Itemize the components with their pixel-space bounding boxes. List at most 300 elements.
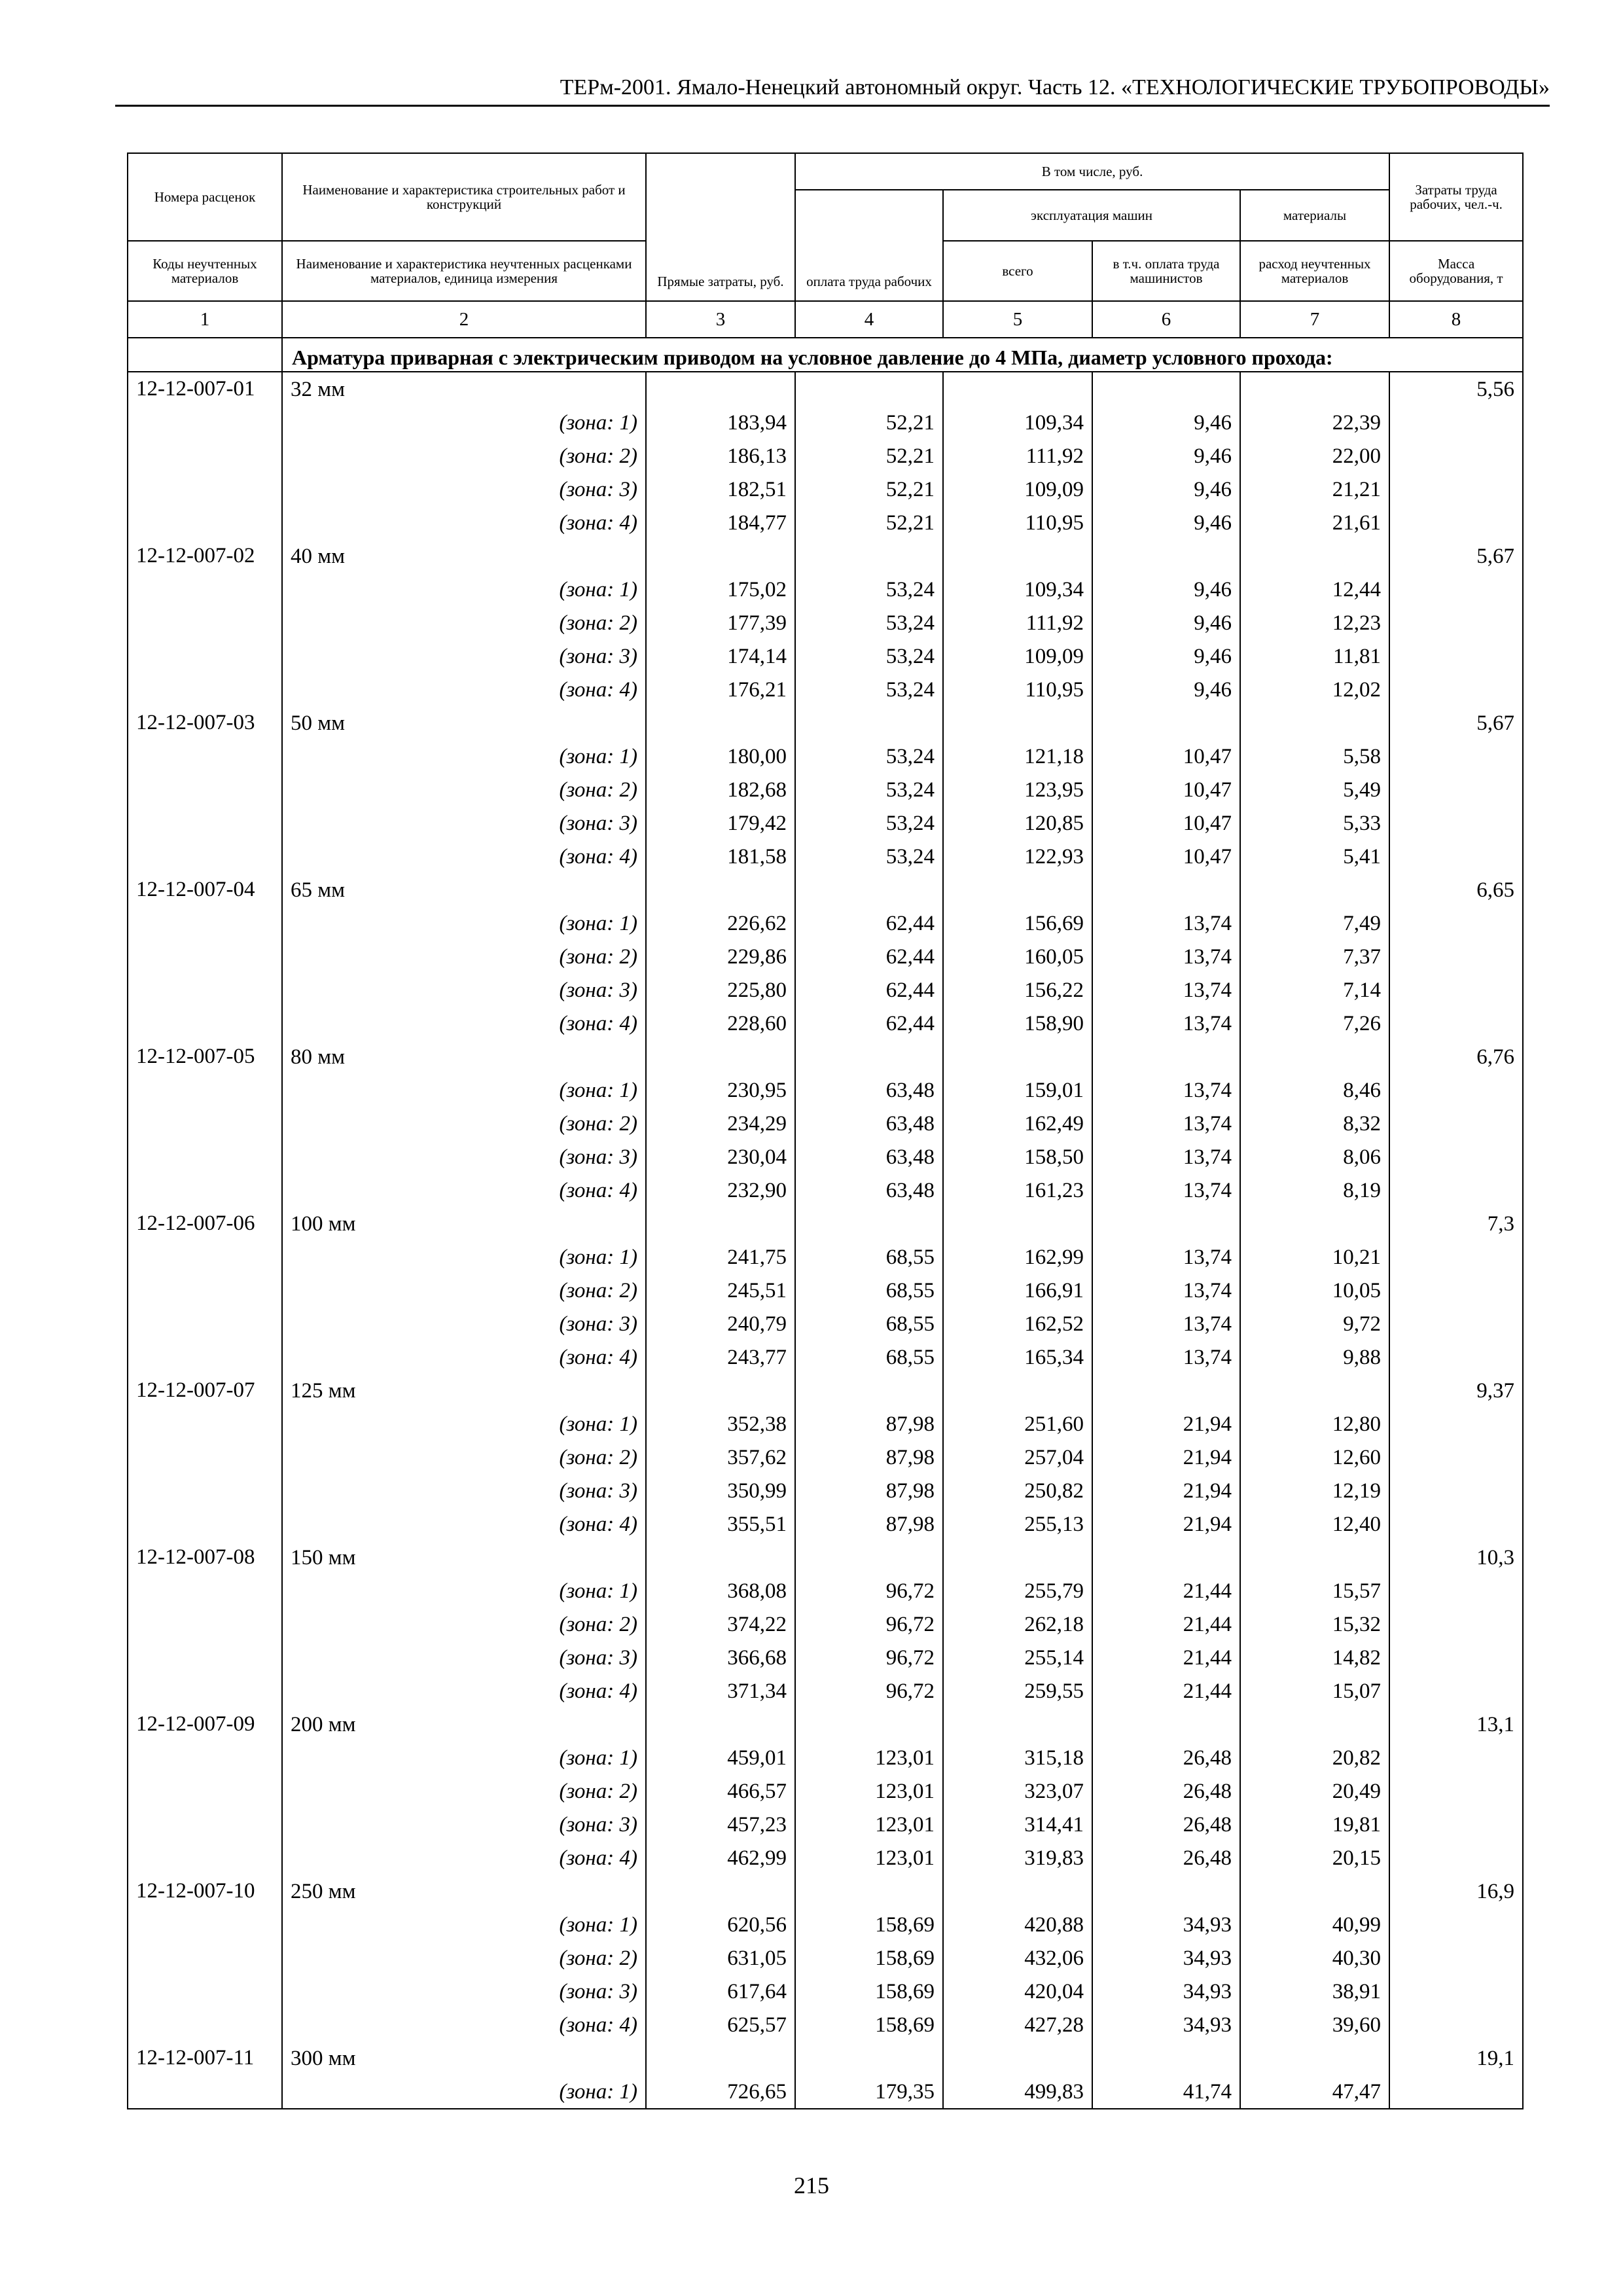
- cell-worker-pay: 53,24: [795, 639, 943, 673]
- empty-cell: [128, 840, 282, 873]
- cell-worker-pay: 52,21: [795, 506, 943, 539]
- cell-machinist-pay: 21,44: [1092, 1674, 1240, 1708]
- cell-machinist-pay: 13,74: [1092, 1240, 1240, 1274]
- cell-worker-pay: 158,69: [795, 1975, 943, 2008]
- zone-row: [128, 1140, 1523, 1174]
- cell-machines-total: 110,95: [943, 506, 1092, 539]
- column-number: 6: [1092, 301, 1240, 338]
- cell-machinist-pay: 13,74: [1092, 1307, 1240, 1340]
- cell-worker-pay: 68,55: [795, 1307, 943, 1340]
- section-title: Арматура приварная с электрическим приводом на условное давление до 4 МПа, диаметр условного прохода:: [282, 338, 1523, 372]
- zone-row: [128, 1607, 1523, 1641]
- cell-labor-costs: [1389, 1007, 1523, 1040]
- cell-machinist-pay: [1092, 1541, 1240, 1574]
- cell-machines-total: 122,93: [943, 840, 1092, 873]
- cell-material-usage: 12,02: [1240, 673, 1389, 706]
- rate-code: 12-12-007-01: [128, 372, 282, 406]
- cell-machines-total: 156,22: [943, 973, 1092, 1007]
- cell-direct-costs: [646, 1874, 795, 1908]
- cell-direct-costs: 183,94: [646, 406, 795, 439]
- cell-machinist-pay: 34,93: [1092, 1908, 1240, 1941]
- cell-worker-pay: 53,24: [795, 806, 943, 840]
- empty-cell: [128, 1274, 282, 1307]
- zone-label: (зона: 1): [282, 1741, 646, 1774]
- cell-direct-costs: 229,86: [646, 940, 795, 973]
- cell-machinist-pay: 26,48: [1092, 1841, 1240, 1874]
- cell-worker-pay: 63,48: [795, 1140, 943, 1174]
- cell-labor-costs: [1389, 1908, 1523, 1941]
- cell-material-usage: 15,07: [1240, 1674, 1389, 1708]
- empty-cell: [128, 1474, 282, 1507]
- rate-code: 12-12-007-10: [128, 1874, 282, 1908]
- cell-direct-costs: 366,68: [646, 1641, 795, 1674]
- cell-machinist-pay: [1092, 1207, 1240, 1240]
- cell-labor-costs: [1389, 1407, 1523, 1441]
- cell-material-usage: 8,06: [1240, 1140, 1389, 1174]
- cell-labor-costs: 5,67: [1389, 706, 1523, 740]
- cell-machinist-pay: 9,46: [1092, 506, 1240, 539]
- zone-label: (зона: 3): [282, 639, 646, 673]
- cell-labor-costs: [1389, 1274, 1523, 1307]
- cell-material-usage: [1240, 1374, 1389, 1407]
- cell-worker-pay: 62,44: [795, 940, 943, 973]
- cell-machines-total: 162,99: [943, 1240, 1092, 1274]
- cell-material-usage: 7,37: [1240, 940, 1389, 973]
- cell-machines-total: [943, 1708, 1092, 1741]
- cell-machinist-pay: 13,74: [1092, 1274, 1240, 1307]
- zone-label: (зона: 4): [282, 506, 646, 539]
- zone-row: [128, 1240, 1523, 1274]
- cell-labor-costs: [1389, 1841, 1523, 1874]
- zone-label: (зона: 1): [282, 2075, 646, 2109]
- head-material-names: Наименование и характеристика неучтенных расценками материалов, единица измерения: [282, 241, 646, 301]
- empty-cell: [128, 2008, 282, 2041]
- empty-cell: [128, 740, 282, 773]
- cell-machinist-pay: [1092, 1708, 1240, 1741]
- cell-machinist-pay: 13,74: [1092, 1007, 1240, 1040]
- cell-machines-total: 165,34: [943, 1340, 1092, 1374]
- cell-worker-pay: 87,98: [795, 1507, 943, 1541]
- rates-table: [127, 152, 1524, 2109]
- cell-machines-total: 158,50: [943, 1140, 1092, 1174]
- column-number: 1: [128, 301, 282, 338]
- empty-cell: [128, 1007, 282, 1040]
- cell-machines-total: 109,34: [943, 406, 1092, 439]
- cell-direct-costs: 176,21: [646, 673, 795, 706]
- cell-worker-pay: [795, 706, 943, 740]
- cell-material-usage: 12,40: [1240, 1507, 1389, 1541]
- empty-cell: [128, 1975, 282, 2008]
- cell-direct-costs: 226,62: [646, 906, 795, 940]
- cell-machines-total: 123,95: [943, 773, 1092, 806]
- head-rate-numbers: Номера расценок: [128, 153, 282, 241]
- cell-material-usage: 5,49: [1240, 773, 1389, 806]
- cell-machines-total: [943, 372, 1092, 406]
- cell-direct-costs: 466,57: [646, 1774, 795, 1808]
- cell-direct-costs: 186,13: [646, 439, 795, 473]
- cell-machines-total: 159,01: [943, 1073, 1092, 1107]
- cell-machines-total: [943, 539, 1092, 573]
- zone-label: (зона: 2): [282, 1941, 646, 1975]
- zone-row: [128, 1507, 1523, 1541]
- zone-label: (зона: 1): [282, 573, 646, 606]
- cell-labor-costs: [1389, 1474, 1523, 1507]
- rate-row: [128, 372, 1523, 406]
- zone-label: (зона: 2): [282, 606, 646, 639]
- zone-row: [128, 1741, 1523, 1774]
- cell-material-usage: 7,26: [1240, 1007, 1389, 1040]
- cell-machinist-pay: 13,74: [1092, 973, 1240, 1007]
- column-number: 5: [943, 301, 1092, 338]
- cell-labor-costs: [1389, 906, 1523, 940]
- cell-direct-costs: [646, 706, 795, 740]
- cell-worker-pay: 96,72: [795, 1574, 943, 1607]
- empty-cell: [128, 1140, 282, 1174]
- zone-label: (зона: 3): [282, 1474, 646, 1507]
- zone-row: [128, 1908, 1523, 1941]
- cell-material-usage: 7,14: [1240, 973, 1389, 1007]
- rate-row: [128, 1708, 1523, 1741]
- cell-direct-costs: 371,34: [646, 1674, 795, 1708]
- empty-cell: [128, 1107, 282, 1140]
- zone-row: [128, 439, 1523, 473]
- cell-machinist-pay: [1092, 539, 1240, 573]
- cell-material-usage: [1240, 873, 1389, 906]
- cell-machinist-pay: [1092, 1874, 1240, 1908]
- rate-row: [128, 1541, 1523, 1574]
- zone-label: (зона: 1): [282, 1574, 646, 1607]
- cell-material-usage: [1240, 1040, 1389, 1073]
- cell-machinist-pay: 13,74: [1092, 906, 1240, 940]
- column-number: 7: [1240, 301, 1389, 338]
- head-work-name: Наименование и характеристика строительных работ и конструкций: [282, 153, 646, 241]
- cell-worker-pay: 53,24: [795, 740, 943, 773]
- zone-row: [128, 1407, 1523, 1441]
- empty-cell: [128, 1407, 282, 1441]
- cell-machines-total: [943, 1541, 1092, 1574]
- cell-worker-pay: 53,24: [795, 673, 943, 706]
- cell-machines-total: 255,79: [943, 1574, 1092, 1607]
- cell-direct-costs: 180,00: [646, 740, 795, 773]
- empty-cell: [128, 1908, 282, 1941]
- cell-machinist-pay: 9,46: [1092, 439, 1240, 473]
- zone-row: [128, 2075, 1523, 2109]
- cell-material-usage: 39,60: [1240, 2008, 1389, 2041]
- cell-machinist-pay: 21,94: [1092, 1441, 1240, 1474]
- empty-cell: [128, 1941, 282, 1975]
- rate-code: 12-12-007-04: [128, 873, 282, 906]
- zone-row: [128, 773, 1523, 806]
- cell-direct-costs: 350,99: [646, 1474, 795, 1507]
- cell-worker-pay: 68,55: [795, 1340, 943, 1374]
- cell-machinist-pay: 34,93: [1092, 2008, 1240, 2041]
- cell-direct-costs: 374,22: [646, 1607, 795, 1641]
- cell-worker-pay: 52,21: [795, 406, 943, 439]
- head-equipment-mass: Масса оборудования, т: [1389, 241, 1523, 301]
- cell-labor-costs: [1389, 1941, 1523, 1975]
- running-header: ТЕРм-2001. Ямало-Ненецкий автономный округ. Часть 12. «ТЕХНОЛОГИЧЕСКИЕ ТРУБОПРОВОДЫ»: [560, 75, 1550, 99]
- cell-machinist-pay: 21,94: [1092, 1407, 1240, 1441]
- cell-labor-costs: [1389, 473, 1523, 506]
- zone-label: (зона: 3): [282, 973, 646, 1007]
- rate-code: 12-12-007-09: [128, 1708, 282, 1741]
- zone-row: [128, 1808, 1523, 1841]
- zone-label: (зона: 2): [282, 1774, 646, 1808]
- cell-material-usage: 38,91: [1240, 1975, 1389, 2008]
- cell-labor-costs: [1389, 773, 1523, 806]
- zone-row: [128, 506, 1523, 539]
- cell-worker-pay: 96,72: [795, 1674, 943, 1708]
- zone-label: (зона: 3): [282, 1808, 646, 1841]
- cell-material-usage: 9,88: [1240, 1340, 1389, 1374]
- cell-direct-costs: 230,95: [646, 1073, 795, 1107]
- cell-machines-total: 420,04: [943, 1975, 1092, 2008]
- empty-cell: [128, 639, 282, 673]
- cell-machines-total: 250,82: [943, 1474, 1092, 1507]
- rate-name: 40 мм: [282, 539, 646, 573]
- cell-material-usage: 8,32: [1240, 1107, 1389, 1140]
- cell-material-usage: 20,15: [1240, 1841, 1389, 1874]
- cell-material-usage: 40,30: [1240, 1941, 1389, 1975]
- cell-machinist-pay: 10,47: [1092, 773, 1240, 806]
- zone-label: (зона: 4): [282, 1340, 646, 1374]
- zone-label: (зона: 3): [282, 806, 646, 840]
- cell-machinist-pay: 13,74: [1092, 1140, 1240, 1174]
- zone-label: (зона: 1): [282, 1908, 646, 1941]
- cell-direct-costs: 184,77: [646, 506, 795, 539]
- zone-row: [128, 1975, 1523, 2008]
- cell-machines-total: 110,95: [943, 673, 1092, 706]
- cell-worker-pay: 87,98: [795, 1407, 943, 1441]
- cell-machinist-pay: [1092, 1374, 1240, 1407]
- zone-row: [128, 2008, 1523, 2041]
- cell-material-usage: 12,19: [1240, 1474, 1389, 1507]
- empty-cell: [128, 606, 282, 639]
- rate-name: 65 мм: [282, 873, 646, 906]
- cell-material-usage: 22,39: [1240, 406, 1389, 439]
- cell-worker-pay: 123,01: [795, 1808, 943, 1841]
- column-number: 3: [646, 301, 795, 338]
- zone-row: [128, 1007, 1523, 1040]
- cell-material-usage: 12,44: [1240, 573, 1389, 606]
- cell-labor-costs: 19,1: [1389, 2041, 1523, 2075]
- cell-worker-pay: 53,24: [795, 573, 943, 606]
- cell-machines-total: 158,90: [943, 1007, 1092, 1040]
- head-worker-pay: оплата труда рабочих: [795, 190, 943, 301]
- cell-machines-total: 111,92: [943, 606, 1092, 639]
- cell-machines-total: 259,55: [943, 1674, 1092, 1708]
- cell-machines-total: [943, 706, 1092, 740]
- cell-worker-pay: 96,72: [795, 1641, 943, 1674]
- head-machine-operation: эксплуатация машин: [943, 190, 1240, 241]
- cell-direct-costs: 243,77: [646, 1340, 795, 1374]
- cell-machinist-pay: 9,46: [1092, 639, 1240, 673]
- empty-cell: [128, 1641, 282, 1674]
- zone-label: (зона: 1): [282, 906, 646, 940]
- rate-name: 200 мм: [282, 1708, 646, 1741]
- zone-label: (зона: 4): [282, 1174, 646, 1207]
- cell-worker-pay: 158,69: [795, 1908, 943, 1941]
- cell-worker-pay: [795, 1374, 943, 1407]
- cell-labor-costs: [1389, 1073, 1523, 1107]
- zone-row: [128, 1340, 1523, 1374]
- cell-worker-pay: 53,24: [795, 840, 943, 873]
- cell-direct-costs: 177,39: [646, 606, 795, 639]
- cell-machinist-pay: 9,46: [1092, 606, 1240, 639]
- cell-machines-total: 427,28: [943, 2008, 1092, 2041]
- cell-material-usage: 21,61: [1240, 506, 1389, 539]
- empty-cell: [128, 473, 282, 506]
- cell-worker-pay: [795, 372, 943, 406]
- head-machines-total: всего: [943, 241, 1092, 301]
- cell-material-usage: 19,81: [1240, 1808, 1389, 1841]
- cell-machines-total: 262,18: [943, 1607, 1092, 1641]
- cell-worker-pay: 53,24: [795, 773, 943, 806]
- cell-labor-costs: [1389, 1240, 1523, 1274]
- cell-direct-costs: [646, 539, 795, 573]
- cell-machines-total: 251,60: [943, 1407, 1092, 1441]
- zone-row: [128, 1474, 1523, 1507]
- cell-machines-total: 160,05: [943, 940, 1092, 973]
- zone-row: [128, 1641, 1523, 1674]
- cell-machines-total: [943, 873, 1092, 906]
- cell-direct-costs: 182,51: [646, 473, 795, 506]
- cell-labor-costs: [1389, 973, 1523, 1007]
- cell-material-usage: 15,57: [1240, 1574, 1389, 1607]
- rate-row: [128, 539, 1523, 573]
- head-materials: материалы: [1240, 190, 1389, 241]
- cell-worker-pay: 123,01: [795, 1841, 943, 1874]
- cell-worker-pay: [795, 1040, 943, 1073]
- empty-cell: [128, 1774, 282, 1808]
- zone-label: (зона: 2): [282, 1607, 646, 1641]
- cell-labor-costs: 13,1: [1389, 1708, 1523, 1741]
- zone-label: (зона: 3): [282, 1140, 646, 1174]
- cell-material-usage: 5,33: [1240, 806, 1389, 840]
- empty-cell: [128, 506, 282, 539]
- cell-labor-costs: 7,3: [1389, 1207, 1523, 1240]
- cell-labor-costs: [1389, 1507, 1523, 1541]
- cell-machines-total: 420,88: [943, 1908, 1092, 1941]
- head-labor-costs: Затраты труда рабочих, чел.-ч.: [1389, 153, 1523, 241]
- cell-machines-total: [943, 1374, 1092, 1407]
- rates-table-container: [127, 152, 1522, 2109]
- cell-material-usage: 9,72: [1240, 1307, 1389, 1340]
- cell-worker-pay: 158,69: [795, 1941, 943, 1975]
- cell-machines-total: 156,69: [943, 906, 1092, 940]
- cell-material-usage: 12,80: [1240, 1407, 1389, 1441]
- cell-direct-costs: 181,58: [646, 840, 795, 873]
- zone-label: (зона: 2): [282, 940, 646, 973]
- empty-cell: [128, 1073, 282, 1107]
- cell-material-usage: [1240, 1541, 1389, 1574]
- cell-labor-costs: [1389, 1607, 1523, 1641]
- rate-row: [128, 1040, 1523, 1073]
- empty-cell: [128, 573, 282, 606]
- cell-machinist-pay: 9,46: [1092, 573, 1240, 606]
- cell-labor-costs: [1389, 940, 1523, 973]
- cell-machinist-pay: [1092, 2041, 1240, 2075]
- cell-machines-total: [943, 1040, 1092, 1073]
- cell-direct-costs: 352,38: [646, 1407, 795, 1441]
- zone-row: [128, 840, 1523, 873]
- rate-code: 12-12-007-11: [128, 2041, 282, 2075]
- cell-material-usage: 5,58: [1240, 740, 1389, 773]
- cell-machinist-pay: 21,94: [1092, 1474, 1240, 1507]
- zone-label: (зона: 2): [282, 439, 646, 473]
- cell-labor-costs: [1389, 1808, 1523, 1841]
- cell-direct-costs: 230,04: [646, 1140, 795, 1174]
- empty-cell: [128, 1674, 282, 1708]
- cell-machines-total: 121,18: [943, 740, 1092, 773]
- cell-material-usage: 8,19: [1240, 1174, 1389, 1207]
- cell-material-usage: 5,41: [1240, 840, 1389, 873]
- cell-worker-pay: 62,44: [795, 1007, 943, 1040]
- cell-machines-total: 257,04: [943, 1441, 1092, 1474]
- head-machinist-pay: в т.ч. оплата труда машинистов: [1092, 241, 1240, 301]
- zone-label: (зона: 4): [282, 1507, 646, 1541]
- empty-cell: [128, 973, 282, 1007]
- cell-direct-costs: [646, 1040, 795, 1073]
- cell-direct-costs: [646, 2041, 795, 2075]
- cell-direct-costs: 174,14: [646, 639, 795, 673]
- cell-worker-pay: 52,21: [795, 439, 943, 473]
- zone-label: (зона: 2): [282, 773, 646, 806]
- zone-row: [128, 1941, 1523, 1975]
- cell-worker-pay: 123,01: [795, 1741, 943, 1774]
- empty-cell: [128, 2075, 282, 2109]
- cell-labor-costs: [1389, 2075, 1523, 2109]
- cell-machinist-pay: 21,44: [1092, 1607, 1240, 1641]
- cell-labor-costs: [1389, 1107, 1523, 1140]
- cell-machines-total: 255,13: [943, 1507, 1092, 1541]
- cell-material-usage: 40,99: [1240, 1908, 1389, 1941]
- rate-code: 12-12-007-03: [128, 706, 282, 740]
- cell-machines-total: [943, 1874, 1092, 1908]
- header-rule: [115, 105, 1550, 107]
- zone-label: (зона: 2): [282, 1441, 646, 1474]
- empty-cell: [128, 1841, 282, 1874]
- cell-machinist-pay: 13,74: [1092, 1340, 1240, 1374]
- cell-material-usage: 20,82: [1240, 1741, 1389, 1774]
- zone-row: [128, 673, 1523, 706]
- cell-labor-costs: [1389, 639, 1523, 673]
- rate-row: [128, 706, 1523, 740]
- cell-machinist-pay: 41,74: [1092, 2075, 1240, 2109]
- zone-label: (зона: 4): [282, 673, 646, 706]
- cell-worker-pay: 123,01: [795, 1774, 943, 1808]
- rate-row: [128, 1874, 1523, 1908]
- cell-direct-costs: 241,75: [646, 1240, 795, 1274]
- empty-cell: [128, 1340, 282, 1374]
- cell-direct-costs: 726,65: [646, 2075, 795, 2109]
- cell-machines-total: [943, 1207, 1092, 1240]
- empty-cell: [128, 1507, 282, 1541]
- cell-labor-costs: [1389, 1140, 1523, 1174]
- cell-material-usage: 20,49: [1240, 1774, 1389, 1808]
- cell-material-usage: [1240, 1708, 1389, 1741]
- zone-label: (зона: 1): [282, 1407, 646, 1441]
- cell-material-usage: 8,46: [1240, 1073, 1389, 1107]
- cell-worker-pay: 62,44: [795, 973, 943, 1007]
- cell-material-usage: 7,49: [1240, 906, 1389, 940]
- cell-labor-costs: [1389, 506, 1523, 539]
- head-material-codes: Коды неучтенных материалов: [128, 241, 282, 301]
- cell-labor-costs: [1389, 1641, 1523, 1674]
- cell-worker-pay: 63,48: [795, 1107, 943, 1140]
- zone-label: (зона: 1): [282, 740, 646, 773]
- cell-labor-costs: [1389, 1574, 1523, 1607]
